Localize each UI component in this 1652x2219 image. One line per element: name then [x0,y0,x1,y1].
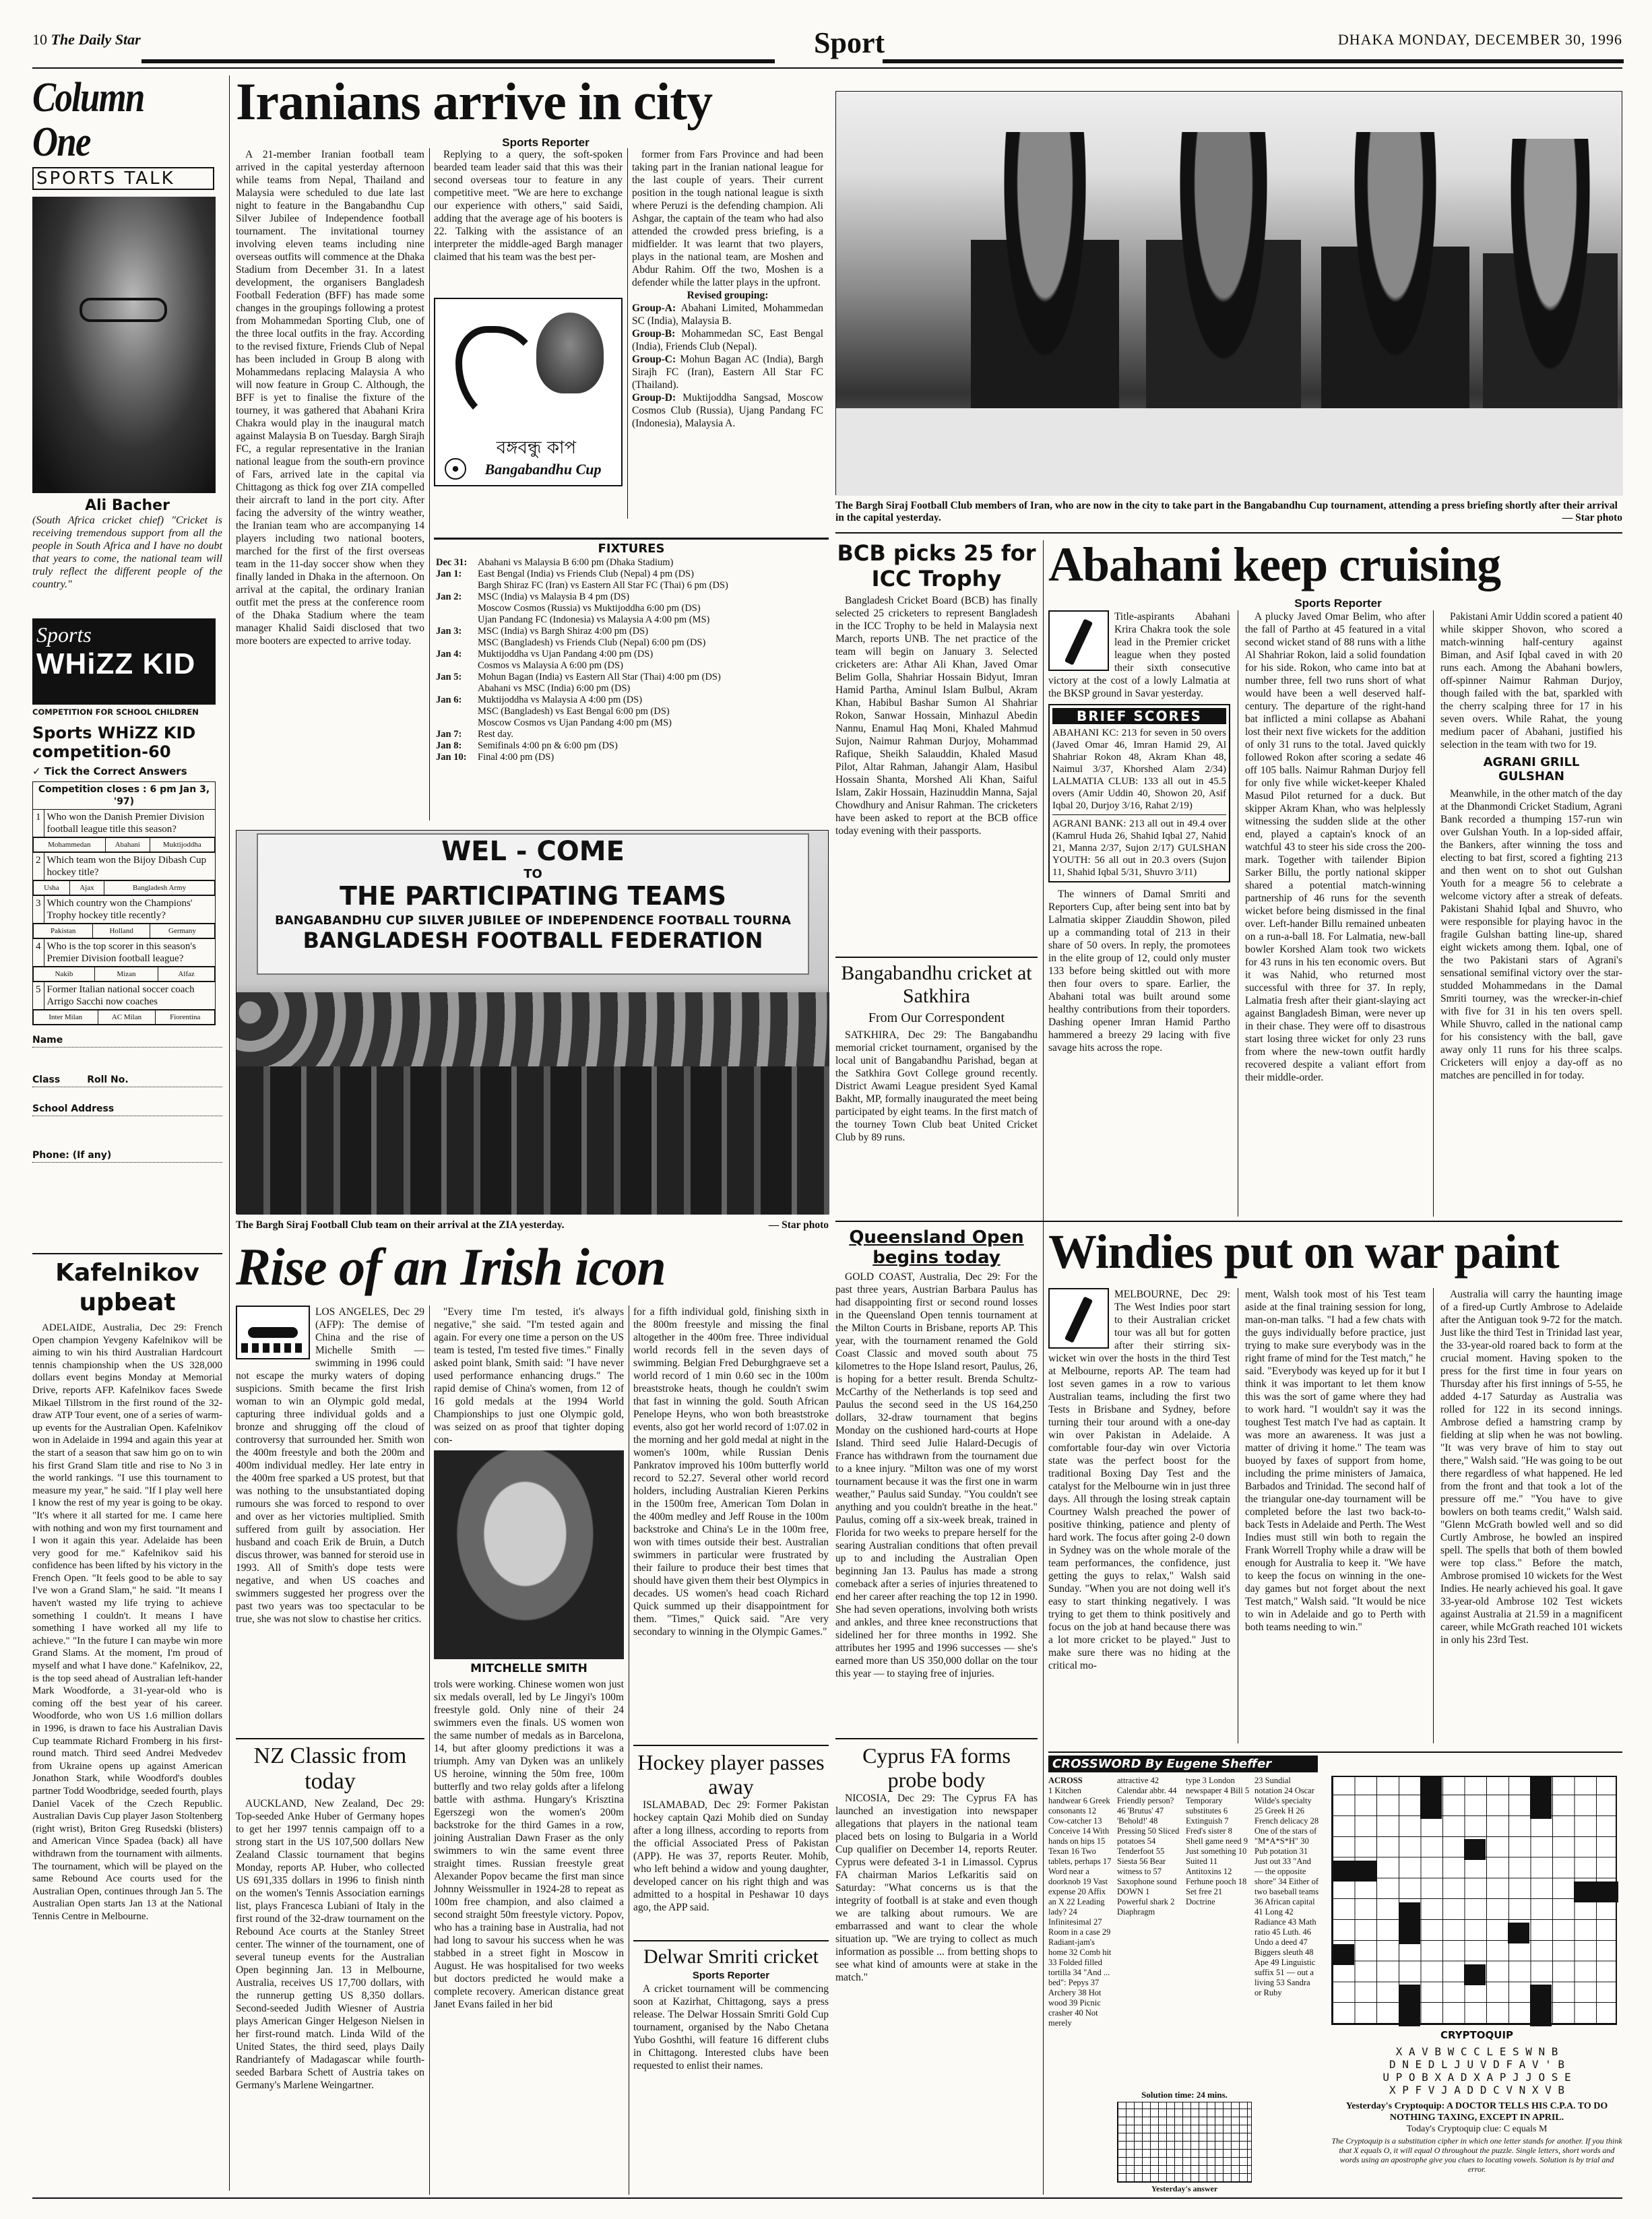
welcome-banner [257,833,809,975]
q2-opt-b[interactable]: Ajax [69,881,104,895]
cricket-icon-box [1048,610,1109,671]
logo-swoosh [455,326,543,427]
quiz-q2: 2 Which team won the Bijoy Dibash Cup hockey title? [33,853,216,880]
abahani-col-a [1048,610,1230,1221]
phone-field[interactable]: Phone: (If any) [32,1150,222,1163]
cricket-bat-icon [1065,618,1093,665]
q3-opt-a[interactable]: Pakistan [34,924,93,938]
crowd-row-back [236,992,829,1066]
cryptoquip-line-3: U P O B X A D X A P J J O S E [1383,2071,1571,2084]
irish-col2 [434,1306,624,2197]
iranians-col1: A 21-member Iranian football team arrived in the capital yesterday afternoon while teams from Nepal, Thailand and Malaysia were scheduled to due late last night to feature in the Bangabandhu Cup Silver Jubilee of Independence football tournament. The invitational tourney involving eleven teams including nine overseas outfits will commence at the Dhaka Stadium from December 31. In a latest development, the organisers Bangladesh Football Federation (BFF) has made some changes in the groupings following a protest from Mohammedan Sporting Club, one of the three local outfits in the fray. According to the revised fixture, Friends Club of Nepal has been included in Group B along with Mohammedans replacing Malaysia A who will now feature in Group C. Although, the BFF is yet to finalise the fixture of the tourney, it was gathered that Abahani Krira Chakra would play in the inaugural match against Malaysia B on Tuesday. Bargh Sirajh FC, a regular representative in the Iranian national league from the south-ern province of Fars, arrived late in the capital via Chittagong as thick fog over ZIA compelled their aircraft to land in the port city. After facing the adversity of the wintry weather, the Iranian team who are accompanying 14 players including two national booters, marched for the first of the first overseas team in the 11-day soccer show when they finally landed in Dhaka in the afternoon. On arrival at the capital, the ordinary Iranian outfit met the press at the conference room of the Dhaka Stadium where the team manager Khalid Saidi disclosed that two more booters are expected to arrive today. [236,149,424,647]
logo-ball-icon [445,458,466,480]
whizz-instruction: ✓ Tick the Correct Answers [32,765,187,777]
cryptoquip-line-2: D N E D L J U V D F A V ' B [1389,2058,1565,2071]
brief-scores-box [1048,704,1230,882]
team-arrival-photo [236,830,829,1214]
delwar-byline: Sports Reporter [692,1970,770,1981]
competition-closes: Competition closes : 6 pm Jan 3, '97) [33,782,216,810]
kafelnikov-top-rule [32,1253,222,1254]
q5-opt-b[interactable]: AC Milan [98,1010,156,1025]
irish-headline: Rise of an Irish icon [236,1237,666,1296]
cryptoquip-title: CRYPTOQUIP [1440,2029,1514,2041]
delwar-body: A cricket tournament will be commencing soon at Kazirhat, Chittagong, says a press release. The Delwar Hossain Smriti Gold Cup tournament, organised by the Nabo Chetana Yubo Goshthi, will feature 16 different clubs in Chittagong. Interested clubs have been requested to enlist their names. [633,1983,829,2071]
brief-score-1: ABAHANI KC: 213 for seven in 50 overs (Javed Omar 46, Imran Hamid 29, Al Shahriar Rokon 48, Akram Khan 48, Naimul 3/37, Khorshed Alam 2/34) LALMATIA CLUB: 133 all out in 45.5 overs (Amir Uddin 40, Showon 20, Asif Iqbal 20, Durjoy 3/16, Rahat 2/19) [1052,728,1226,811]
quiz-q5: 5 Former Italian national soccer coach Arrigo Sacchi now coaches [33,982,216,1010]
hockey-headline: Hockey player passes away [637,1750,825,1799]
banner-federation: BANGLADESH FOOTBALL FEDERATION [303,928,763,953]
iranians-col2: Replying to a query, the soft-spoken bearded team leader said that this was their second overseas tour to feature in any competitive meet. "We are here to exchange our experience with others," said Saidi, adding that the average age of his booters is 22. Talking with the assistance of an interpreter the middle-aged Bargh manager claimed that his team was the best per- [434,149,623,263]
logo-portrait [536,313,604,393]
queensland-body: GOLD COAST, Australia, Dec 29: For the past three years, Austrian Barbara Paulus has had disappointing first or second round losses in the Queensland Open tennis tournament at the Milton Courts in Brisbane, reports AP. This year, with the tournament renamed the Gold Coast Classic and moved south about 75 kilometres to the Hope Island resort, Paulus, 26, is hoping for a better result. Brenda Schultz-McCarthy of the Netherlands is top seed and Paulus the second seed in the US 164,250 dollars, 32-draw tournament that begins Monday on the cushioned hard-courts at Hope Island. Third seed Julie Halard-Decugis of France has withdrawn from the tournament due to a knee injury. "Milton was one of my worst tournament because it was the first one in warm weather," Paulus said Sunday. "You couldn't see anything and you couldn't breathe in the heat." Paulus, coming off a six-week break, trained in Florida for two weeks to prepare herself for the searing Australian conditions that often prevail up to and including the Australian Open beginning Jan 13. Paulus has made a strong comeback after a series of injuries threatened to end her career after reaching the top 12 in 1990. She had seven operations, involving both wrists and ankles, and three knee reconstructions that sidelined her for three months in 1992. She attributes her 1995 and 1996 successes — she's earned more than US 350,000 dollar on the tour this year — to staying free of injuries. [835,1271,1038,1679]
abahani-body-a: The winners of Damal Smriti and Reporters Cup, after being sent into bat by Lalmatia skipper Ziauddin Showon, piled up a commanding total of 213 in their share of 50 overs. In reply, the promotees in the elite group of 12, could only muster 133 before being skittled out with more then four overs to spare. Earlier, the Abahani total was built around some healthy contributions from their toporders. Dashing opener Imran Hamid Partho hammered a breezy 29 lacing with five savage hits across the rope. [1048,889,1230,1054]
kafelnikov-body: ADELAIDE, Australia, Dec 29: French Open champion Yevgeny Kafelnikov will be aiming to win his third Australian Hardcourt tennis championship when the US 328,000 dollars event begins Monday at Memorial Drive, reports AFP. Kafelnikov faces Swede Mikael Tillstrom in the first round of the 32-draw ATP Tour event, one of a series of warm-up events for the Australian Open. Kafelnikov won in Adelaide in 1994 and again this year at the start of a season that saw him go on to win his first Grand Slam title and rise to No 3 in the world rankings. "I use this tournament to measure my year," he said. "If I play well here I know the rest of my year is going to be okay. "It's where it all started for me. I came here with nothing and won my first tournament and I won it again this year. Adelaide has been very good for me." Kafelnikov said his confidence has been lifted by his victory in the French Open. "It feels good to be able to say I've won a Grand Slam," he said. "It means I haven't wasted my life trying to achieve something I couldn't. It means I have something I have worked all my life to achieve." "In the future I can maybe win more Grand Slams. At the moment, I'm proud of myself and what I have done." Kafelnikov, 22, is the top seed ahead of Australian left-hander Mark Woodforde, a 31-year-old who is coming off the best year of his career. Woodforde, who won US 1.6 million dollars in 1996, is drawn to face his Australian Davis Cup teammate Richard Fromberg in his first-round match. Third seed Andrei Medvedev from Ukraine opens up against American Jonathon Stark, while Woodford's doubles partner Todd Woodbridge, seeded fourth, plays Daniel Vacek of the Czech Republic. Australian Davis Cup player Jason Stoltenberg (right wrist), Briton Greg Rusedski (blisters) and American Vince Spadea (back) all have withdrawn from the tournament with ailments. The tournament, which will be played on the same Rebound Ace courts used for the Australian Open, continues through Jan 5. The Australian Open starts Jan 13 at the National Tennis Centre in Melbourne. [32,1322,222,1922]
cricket-icon-box-2 [1048,1288,1109,1349]
abahani-byline: Sports Reporter [1294,597,1382,610]
crowd-row-front [236,1066,829,1215]
whizz-logo-main: WHiZZ KID [36,647,196,680]
fixtures-left-rule [429,519,430,821]
bangabandhu-cup-logo [434,298,623,486]
crossword-title: CROSSWORD By Eugene Sheffer [1048,1756,1318,1772]
irish-body-2: "Every time I'm tested, it's always negative," she said. "I'm tested again and again. For every one time a person on the US team is tested, I'm tested five times." Finally asked point blank, Smith said: "I have never used performance enhancing drugs." The rapid demise of China's women, from 12 of 16 gold medals at the 1994 World Championships to just one Olympic gold, was seized on as proof that tighter doping con- [434,1306,624,1446]
kafelnikov-article [32,1253,222,2196]
agrani-subhead: AGRANI GRILL GULSHAN [1483,755,1580,783]
dateline: DHAKA MONDAY, DECEMBER 30, 1996 [1337,31,1622,48]
cryptoquip-line-4: X P F V J A D D C V N X V B [1389,2084,1565,2096]
solution-time: Solution time: 24 mins. [1141,2090,1228,2100]
q3-opt-c[interactable]: Germany [150,924,214,938]
abahani-body-c: Pakistani Amir Uddin scored a patient 40 while skipper Shovon, who scored a match-winning half-century against Biman, and Asif Iqbal caved in with 20 runs each. Among the Abahani bowlers, off-spinner Naimur Rahman Durjoy, though failed with the bat, sparkled with the cherry scalping three for 17 in his seven overs. While Rahat, the young medium pacer of Abahani, justified his selection in the team with two for 19. [1440,611,1622,750]
portrait-glasses [80,298,167,322]
fixture-row: Jan 8: Semifinals 4:00 pn & 6:00 pm (DS) [436,740,618,751]
press-photo-caption: The Bargh Siraj Football Club members of Iran, who are now in the city to take part in the Bangabandhu Cup tournament, attending a press briefing shortly after their arrival in the capital yesterday. — Star photo [835,500,1622,523]
irish-body-1: LOS ANGELES, Dec 29 (AFP): The demise of China and the rise of Michelle Smith — swimming in 1996 could not escape the murky waters of doping suspicions. Smith became the first Irish woman to win an Olympic gold medal, capturing three individual golds and a bronze and shrugging off the cloud of controversy that surrounded her. Smith won the 400m freestyle and both the 200m and 400m individual medley. Her late entry in the 400m free sparked a US protest, but that was nothing to the unsubstantiated doping rumours she was forced to respond to over and over as her victories multiplied. Smith suffered from guilt by association. Her husband and coach Erik de Bruin, a Dutch discus thrower, was banned for steroid use in 1993. All of Smith's dope tests were negative, and when US coaches and swimmers suggested her progress over the past two years was too spectacular to be true, she was not slow to chastise her critics. [236,1306,424,1625]
windies-headline: Windies put on war paint [1048,1225,1559,1279]
bcb-right-rule [1043,540,1044,1227]
press-bottom-rule [835,532,1622,534]
bcb-article [835,540,1038,951]
delwar-article [633,1940,829,2196]
abahani-article [1048,540,1622,1221]
crossword-down: type 3 London newspaper 4 Bill 5 Temporary substitutes 6 Extinguish 7 Fred's sister 8 Shell game need 9 Just something 10 Suited 11 Antitoxins 12 Ferhune pooch 18 Set free 21 Doctrine [1186,1776,1250,1906]
hockey-body: ISLAMABAD, Dec 29: Former Pakistan hockey captain Qazi Mohib died on Sunday after a long illness, according to reports from the official Associated Press of Pakistan (APP). He was 37, reports Reuter. Mohib, who left behind a widow and young daughter, developed cancer on his right thigh and was admitted to a hospital in Peshawar 10 days ago, the APP said. [633,1799,829,1913]
fixture-row: Jan 4: Muktijoddha vs Ujan Pandang 4:00 pm (DS) Cosmos vs Malaysia A 6:00 pm (DS) [436,649,654,671]
bcb-body: Bangladesh Cricket Board (BCB) has finally selected 25 cricketers to represent Bangladesh in the ICC Trophy to be held in Malaysia next March, reports UNB. The net practice of the team will begin on January 3. Selected cricketers are: Athar Ali Khan, Javed Omar Belim Golla, Shahriar Hossain Bidyut, Imran Hamid Partha, Aminul Islam Bulbul, Akram Khan, Habibul Bashar Sumon Al Shahriar Rokon, Sanwar Hossain, Minhazul Abedin Nannu, Enamul Haq Moni, Khaled Mahmud Sujon, Naimur Rahman Durjoy, Mohammad Rafique, Sheikh Salauddin, Khaled Masud Pilot, Altar Rahman, Jahangir Alam, Hasibul Hossain Shanta, Morshed Ali Khan, Saiful Islam, Zakir Hossain, Hazinuddin Manna, Sajal Chowdhury and Anisur Rahman. The cricketers have been asked to report at the BCB office today evening with their passports. [835,595,1038,837]
column-one-title: Column One [32,75,144,165]
kafelnikov-headline: Kafelnikov upbeat [55,1259,199,1316]
revised-grouping: Revised grouping: Group-A: Abahani Limited, Mohammedan SC (India), Malaysia B. Group-B: Mohammedan SC, East Bengal (India), Friends Club (Nepal). Group-C: Mohun Bagan AC (India), Bargh Sirajh FC (Iran), Eastern All Star FC (Thailand). Group-D: Muktijoddha Sangsad, Moscow Cosmos Club (Russia), Ujang Pandang FC (Indonesia), Malaysia A. [632,290,824,429]
whizz-quiz-table [32,781,216,1025]
header-rule-thin [32,67,1622,69]
crossword-grid[interactable] [1331,1776,1617,2025]
q4-opt-c[interactable]: Alfaz [158,967,215,982]
yesterdays-answer-grid [1117,2102,1252,2183]
crossword [1048,1751,1622,2196]
cyprus-headline: Cyprus FA forms probe body [862,1743,1011,1792]
cryptoquip-yesterday: Yesterday's Cryptoquip: A DOCTOR TELLS HIS C.P.A. TO DO NOTHING TAXING, EXCEPT IN APRIL. [1345,2101,1608,2123]
q1-opt-a[interactable]: Mohammedan [34,838,106,852]
page-header [32,26,1622,59]
cryptoquip-line-1: X A V B W C C L E S W N B [1395,2045,1558,2058]
swimmer-icon [248,1327,298,1338]
irish-body-2b: trols were working. Chinese women won just six medals overall, led by Le Jingyi's 100m freestyle gold. Only nine of their 24 swimmers even the finals. US women won the same number of medals as in Barcelona, 14, but after gloomy predictions it was a triumph. Amy van Dyken was an unlikely US heroine, winning the 50m free, 100m butterfly and two relay golds after a lifelong battle with asthma. Hungary's Krisztina Egerszegi won the women's 200m backstroke for the third Games in a row, joining Australian Dawn Fraser as the only swimmers to win the same event three straight times. Russian freestyle great Alexander Popov became the first man since Johnny Weissmuller in 1924-28 to repeat as 100m free champion, and also claimed a second straight 50m freestyle victory. Popov, who has a training base in Australia, had not had long to savour his success when he was stabbed in a street fight in Moscow in August. He was hospitalised for two weeks but doctors predicted he would make a complete recovery. American distance great Janet Evans failed in her bid [434,1679,624,2010]
fixtures-table [434,557,829,763]
crossword-across: ACROSS 1 Kitchen handwear 6 Greek consonants 12 Cow-catcher 13 Conceive 14 With hands on hips 15 Texan 16 Two tablets, perhaps 17 Word near a doorknob 19 Vast expense 20 Affix an X 22 Leading lady? 24 Infinitesimal 27 Room in a case 29 Radiant-jam's home 32 Comb hit 33 Folded filled tortilla 34 "And ... bed": Pepys 37 Archery 38 Hot wood 39 Picnic crasher 40 Not merely [1048,1776,1112,2028]
fixture-row: Jan 6: Muktijoddha vs Malaysia A 4:00 pm (DS) MSC (Bangladesh) vs East Bengal 6:00 pm (DS) Moscow Cosmos vs Ujan Pandang 4:00 pm (MS) [436,695,672,728]
fixtures-title: FIXTURES [598,542,665,556]
press-briefing-photo [835,91,1622,495]
quiz-q3: 3 Which country won the Champions' Trophy hockey title recently? [33,896,216,924]
satkhira-article [835,957,1038,1226]
fixture-row: Jan 7: Rest day. [436,729,514,740]
brief-scores-title: BRIEF SCORES [1052,708,1226,724]
windies-article [1048,1227,1622,1743]
iranians-col-rule-2 [627,148,628,519]
banner-tournament: BANGABANDHU CUP SILVER JUBILEE OF INDEPENDENCE FOOTBALL TOURNA [275,913,791,928]
cyprus-body: NICOSIA, Dec 29: The Cyprus FA has launched an investigation into newspaper allegations that players in the national team placed bets on losing to Bulgaria in a World Cup qualifier on December 14, reports Reuter. Cyprus were defeated 3-1 in Limassol. Cyprus FA chairman Marios Lefkaritis said on Saturday: "What concerns us is that the integrity of football is at stake and even though we are talking about rumours. We are embarrassed and want to clear the whole situation up. "We are trying to collect as much information as possible ... from betting shops to see what kind of amounts were at stake in the match." [835,1793,1038,1983]
windies-rule-2 [1433,1288,1434,1743]
press-table [836,408,1623,496]
satkhira-top-rule [835,957,1038,958]
abahani-body-c2: Meanwhile, in the other match of the day at the Dhanmondi Cricket Stadium, Agrani Bank recorded a thumping 157-run win over Gulshan Youth. In a lop-sided affair, the Bankers, after winning the toss and electing to bat first, scored a fighting 213 and then went on to shot out Gulshan Youth for a meagre 56 to celebrate a welcome victory after a streak of defeats. Pakistani Shahid Iqbal and Shuvro, who were responsible for playing havoc in the fragile Gulshan batting line-up, shared eight wickets among them. Iqbal, one of the two Pakistani stars of Agrani's sensational semifinal victory over the star-studded Mohammedans in the Damal Smriti tourney, was the wrecker-in-chief with five for 31 in his ten overs spell. While Shuvro, called in the national camp for his consistency with the ball, gave away only 11 runs for his three scalps. Cricketers will enjoy a day-off as no matches are pencilled in for today. [1440,788,1622,1081]
nz-classic-article [236,1738,424,2196]
queensland-headline: Queensland Open begins today [849,1227,1024,1268]
q2-opt-a[interactable]: Usha [34,881,70,895]
ali-bacher-photo [32,197,216,493]
brief-score-2: AGRANI BANK: 213 all out in 49.4 over (Kamrul Huda 26, Shahid Iqbal 27, Nahid 21, Manna 2/37, Sujon 2/17) GULSHAN YOUTH: 56 all out in 20.3 overs (Sujon 11, Shahid Iqbal 5/31, Shuvro 3/11) [1052,818,1226,878]
yesterdays-answer-label: Yesterday's answer [1151,2184,1218,2193]
queensland-article [835,1227,1038,1726]
fixture-row: Jan 1: East Bengal (India) vs Friends Club (Nepal) 4 pm (DS) Bargh Shiraz FC (Iran) vs Eastern All Star FC (Thai) 6 pm (DS) [436,569,728,591]
q5-opt-c[interactable]: Fiorentina [156,1010,215,1025]
windies-body-1: MELBOURNE, Dec 29: The West Indies poor start to their Australian cricket tour was all but for gotten after their stirring six-wicket win over the hosts in the third Test at Melbourne, reports AP. The team had lost seven games in a row to various Australian teams, including the first two Tests in Brisbane and Sydney, before turning their tour around with a one-day win over Pakistan in Adelaide. A comfortable four-day win over Victoria state was the perfect boost for the traditional Boxing Day Test and the catalyst for the Melbourne win in just three days. All through the losing streak captain Courtney Walsh preached the power of positive thinking, patience and plenty of hard work. The focus after going 2-0 down in Sydney was on the whole morale of the team performances, the confidence, just getting the guys to relax," Walsh said Sunday. "When you are not doing well it's easy to start thinking negatively. I was trying to get them to think positively and focus on the job at hand because there was a lot more cricket to be played." Just to make sure there was no hiding at the critical mo- [1048,1289,1230,1671]
hockey-top-rule [633,1745,829,1746]
cyprus-article [835,1738,1038,2196]
swimmer-icon-box [236,1306,310,1359]
header-rule-right [883,59,1624,63]
sports-talk-label: SPORTS TALK [32,167,214,190]
satkhira-byline: From Our Correspondent [868,1010,1005,1025]
whizz-title: Sports WHiZZ KID competition-60 [32,723,196,761]
quiz-q4: 4 Who is the top scorer in this season's Premier Division football league? [33,939,216,967]
windies-col3: Australia will carry the haunting image of a fired-up Curtly Ambrose to Adelaide after the Antiguan took 9-72 for the match. Just like the third Test in Trinidad last year, the 33-year-old roared back to form at the crucial moment. Having spoken to the press for the first time in four years on Thursday after his first innings of 5-55, he added 4-17 Saturday as Australia was rolled for 122 in its second innings. Ambrose defied a hamstring cramp by fielding at slip when he was not bowling. "It was very brave of him to stay out there," Walsh said. "He was going to be out there regardless of what happened. He led from the front and that took a lot of the pressure off me." "You have to give bowlers on both teams credit," Walsh said. "Glenn McGrath bowled well and so did Curtly Ambrose, he bowled an inspired spell. The spells that both of them bowled were top class." Before the match, Ambrose promised 10 wickets for the West Indies. He nearly achieved his goal. It gave 33-year-old Ambrose 102 Test wickets against Australia at 21.59 in a magnificent career, while McGrath reached 101 wickets in only his 23rd Test. [1440,1289,1622,1646]
mid-horizontal-rule [835,1221,1622,1222]
irish-rule-1 [429,1306,430,2195]
q4-opt-b[interactable]: Mizan [94,967,158,982]
iranians-headline: Iranians arrive in city [236,72,713,131]
michelle-smith-label: MITCHELLE SMITH [470,1662,587,1675]
crossword-across-2: attractive 42 Calendar abbr. 44 Friendly person? 46 'Brutus' 47 'Behold!' 48 Pressing 50 Sliced potatoes 54 Tenderfoot 55 Siesta 56 Bear witness to 57 Saxophone sound DOWN 1 Powerful shark 2 Diaphragm [1117,1776,1180,1917]
delwar-top-rule [633,1940,829,1941]
class-field[interactable]: Class Roll No. [32,1074,222,1087]
quiz-q1: 1 Who won the Danish Premier Division football league title this season? [33,810,216,837]
satkhira-headline: Bangabandhu cricket at Satkhira [841,962,1032,1007]
bcb-headline: BCB picks 25 for ICC Trophy [837,540,1036,591]
ali-bacher-quote: (South Africa cricket chief) "Cricket is receiving tremendous support from all the people in South Africa and I have no doubt that years to come, the national team will truly reflect the different people of the country." [32,515,222,590]
hockey-article [633,1745,829,1933]
iranians-byline: Sports Reporter [502,136,590,149]
q2-opt-c[interactable]: Bangladesh Army [104,881,215,895]
michelle-smith-photo [434,1450,624,1659]
fixture-row: Dec 31: Abahani vs Malaysia B 6:00 pm (Dhaka Stadium) [436,557,674,568]
left-col-divider [229,75,230,2191]
windies-col1 [1048,1288,1230,1743]
windies-col2: ment, Walsh took most of his Test team aside at the final training session for long, man-on-man talks. "I had a few chats with the guys individually before practice, just trying to make sure everybody was in the right frame of mind for the Test match," he said. "Everybody was keyed up for it but I think it was important to let them know this was the sort of game where they had to work hard. "I wouldn't say it was the toughest Test match I've had as captain. It was more an awareness. It was just a matter of driving it home." The team was buoyed by faxes of support from home, including the prime ministers of Jamaica, Barbados and Trinidad. The second half of the triangular one-day tournament will be completed before the last two back-to-back Tests in Adelaide and Perth. The West Indies must still win both to regain the Frank Worrell Trophy while a draw will be enough for Australia to keep it. "We have to keep the focus on winning in the one-day games but not forget about the next Test match," Walsh said. "It would be nice to win in Adelaide and go to Perth with both teams needing to win." [1245,1289,1426,1633]
abahani-rule-2 [1433,610,1434,1217]
whizz-logo-sub: COMPETITION FOR SCHOOL CHILDREN [32,707,199,717]
group-c: Group-C: Mohun Bagan AC (India), Bargh Sirajh FC (Iran), Eastern All Star FC (Thailand). [632,354,824,391]
banner-to: TO [523,867,542,881]
cyprus-top-rule [835,1738,1038,1739]
section-title: Sport [814,26,885,59]
whizz-kid-section [32,618,222,1252]
nz-body: AUCKLAND, New Zealand, Dec 29: Top-seeded Anke Huber of Germany hopes to get her 1997 tennis campaign off to a strong start in the US 107,500 dollars New Zealand Classic tournament that begins Monday, reports AP. Huber, who collected US 691,335 dollars in 1996 to finish ninth on the women's Tennis Association earnings list, plays Francesca Lubiani of Italy in the first round of the 32-draw tournament on the Rebound Ace courts at the Stanley Street center. The winner of the tournament, one of several tuneup events for the Australian Open beginning Jan. 13 in Melbourne, Australia, receives US 17,700 dollars, with the runnerup getting US 8,350 dollars. Second-seeded Judith Wiesner of Austria plays American Ginger Helgeson Nielsen in her first-round match. Linda Wild of the United States, the third seed, plays Daily Randriantefy of Madagascar while fourth-seeded Barbara Schett of Austria takes on Germany's Marlene Weingartner. [236,1798,424,2091]
whizz-logo [32,618,216,705]
page-number: 10 The Daily Star [32,31,141,48]
cryptoquip [1331,2029,1622,2197]
abahani-intro: Title-aspirants Abahani Krira Chakra took the sole lead in the Premier cricket league when they posted their sixth consecutive victory at the cost of a lowly Lalmatia at the BKSP ground in Savar yesterday. [1048,611,1230,699]
satkhira-body: SATKHIRA, Dec 29: The Bangabandhu memorial cricket tournament, organised by the local unit of Bangabandhu Parishad, began at the Satkhira Govt College ground recently. District Awami League president Syed Kamal Bakht, MP, formally inaugurated the meet being participated by eight teams. In the first match of the tourney Town Club beat United Cricket Club by 89 runs. [835,1029,1038,1143]
q4-opt-a[interactable]: Nakib [34,967,95,982]
logo-bengali: বঙ্গবন্ধু কাপ [496,438,577,458]
photo-name: Ali Bacher [85,497,170,514]
fixture-row: Jan 10: Final 4:00 pm (DS) [436,752,554,763]
nz-top-rule [236,1738,424,1739]
abahani-headline: Abahani keep cruising [1048,538,1501,591]
q5-opt-a[interactable]: Inter Milan [34,1010,98,1025]
crossword-down-2: 23 Sundial notation 24 Oscar Wilde's specialty 25 Greek H 26 French delicacy 28 One of the stars of "M*A*S*H" 30 Pub potation 31 Just out 33 "And — the opposite shore" 34 Either of two baseball teams 36 African capital 41 Long 42 Radiance 43 Math ratio 45 Luth. 46 Undo a deed 47 Biggers sleuth 48 Ape 49 Linguistic suffix 51 — out a living 53 Sandra or Ruby [1254,1776,1319,1997]
abahani-col-b: A plucky Javed Omar Belim, who after the fall of Partho at 45 featured in a vital second wicket stand of 88 runs with a lithe Al Shahriar Rokon, laid a solid foundation for his side. Rokon, who came into bat at number three, fell two runs short of what would have been a well deserved half-century. The departure of the right-hand bat inflicted a mini collapse as Abahani lost their next five wickets for the addition of only 31 runs to the total. Javed quickly followed Rokon after scoring a sedate 46 off 105 balls. Naimur Rahman Durjoy fell for only five while wicket-keeper Khaled Masud Pilot returned for a duck. But skipper Akram Khan, who was helplessly witnessing the sudden slide at the other end, played a captain's knock of an watchful 43 to steer his side cross the 200-mark. Together with tailender Bipion Sarker Billu, the portly national skipper shared a potential match-winning partnership of 46 runs for the seventh wicket before being dismissed in the final over. Left-hander Billu remained unbeaten on a run-a-ball 18. For Lalmatia, new-ball bowler Korshed Alam took two wickets for 43 runs in his ten economic overs. But it was Nahid, who returned most successful with three for 37. In reply, Lalmatia fresh after their giant-slaying act against Bangladesh Biman, were never up in their chase. They were off to disastrous start losing three wicket for only 23 runs from where the new-town outfit hardly recovered despite a valiant effort from their middle-order. [1245,611,1426,1083]
cryptoquip-clue: Today's Cryptoquip clue: C equals M [1406,2124,1548,2134]
paper-name: The Daily Star [51,31,141,48]
queensland-right-rule [1043,1227,1044,2195]
cryptoquip-explain: The Cryptoquip is a substitution cipher in which one letter stands for another. If you think that X equals O, it will equal O throughout the puzzle. Single letters, short words and words using an apostrophe give you clues to locating vowels. Solution is by trial and error. [1331,2136,1622,2174]
whizz-form [32,1035,222,1163]
school-field[interactable]: School Address [32,1103,222,1116]
nz-headline: NZ Classic from today [253,1743,407,1794]
fixture-row: Jan 3: MSC (India) vs Bargh Shiraz 4:00 pm (DS) MSC (Bangladesh) vs Friends Club (Nepal) 6:00 pm (DS) [436,626,706,648]
group-a: Group-A: Abahani Limited, Mohammedan SC (India), Malaysia B. [632,302,823,327]
fixtures-box [434,538,829,821]
cricket-bat-icon-2 [1065,1296,1093,1343]
q1-opt-b[interactable]: Abahani [105,838,150,852]
group-b: Group-B: Mohammedan SC, East Bengal (India), Friends Club (Nepal). [632,328,823,352]
iranians-col3: former from Fars Province and had been taking part in the Iranian national league for the last couple of years. Their current position in the tough national league is sixth where Peruzi is the defending champion. Ali Ashgar, the captain of the team who had also attended the crowded press briefing, is a midfielder. It was learnt that two players, plays in the national team, are Moshen and Abdur Rahim. Off the two, Moshen is a defender while the latter plays in the upfront. Revised grouping: Group-A: Abahani Limited, Mohammedan SC (India), Malaysia B. Group-B: Mohammedan SC, East Bengal (India), Friends Club (Nepal). Group-C: Mohun Bagan AC (India), Bargh Sirajh FC (Iran), Eastern All Star FC (Thailand). Group-D: Muktijoddha Sangsad, Moscow Cosmos Club (Russia), Ujang Pandang FC (Indonesia), Malaysia A. [632,149,824,429]
whizz-logo-top: Sports [36,622,92,647]
team-photo-caption: The Bargh Siraj Football Club team on their arrival at the ZIA yesterday. — Star photo [236,1219,829,1231]
name-field[interactable]: Name [32,1035,222,1048]
group-d: Group-D: Muktijoddha Sangsad, Moscow Cosmos Club (Russia), Ujang Pandang FC (Indonesia), Malaysia A. [632,392,823,429]
fixture-row: Jan 5: Mohun Bagan (India) vs Eastern All Star (Thai) 4:00 pm (DS) Abahani vs MSC (India) 6:00 pm (DS) [436,672,721,694]
banner-teams: THE PARTICIPATING TEAMS [340,881,726,911]
banner-welcome: WEL - COME [441,836,625,867]
irish-col3: for a fifth individual gold, finishing sixth in the 800m freestyle and missing the final altogether in the 400m free. Three individual world records fell in the seven days of swimming. Belgian Fred Deburghgraeve set a world record of 1 min 0.60 sec in the 100m breaststroke heats, though he couldn't swim that fast in winning the gold. South African Penelope Heyns, who won both breaststroke events, also got her world record of 1:07.02 in the morning and her gold medal at night in the women's 100m, while Russian Denis Pankratov improved his 100m butterfly world record to 52.27. Several other world record holders, including Australian Kieren Perkins in the 1500m free, American Tom Dolan in the 400m medley and Jeff Rouse in the 100m backstroke and China's Le in the 100m free, won with times outside their best. Australian swimmers in particular were frustrated by their failure to produce their best times that should have given them their best Olympics in decades. US women's head coach Richard Quick summed up their disappointment for them. "Times," Quick said. "Are very secondary to winning in the Olympic Games." [633,1306,829,1638]
iranians-col-rule-1 [429,148,430,519]
page-bottom-rule [32,2197,1622,2199]
column-one [32,75,222,668]
q3-opt-b[interactable]: Holland [93,924,150,938]
irish-col1 [236,1306,424,1784]
logo-cup-text: Bangabandhu Cup [484,461,602,478]
fixtures-top-rule [434,538,829,540]
q1-opt-c[interactable]: Muktijoddha [150,838,214,852]
delwar-headline: Delwar Smriti cricket [643,1945,819,1968]
abahani-col-c [1440,610,1622,1221]
header-rule-left [141,59,775,63]
fixture-row: Jan 2: MSC (India) vs Malaysia B 4 pm (DS) Moscow Cosmos (Russia) vs Muktijoddha 6:00 pm (DS) Ujan Pandang FC (Indonesia) vs Malaysia A 4:00 pm (MS) [436,591,710,625]
